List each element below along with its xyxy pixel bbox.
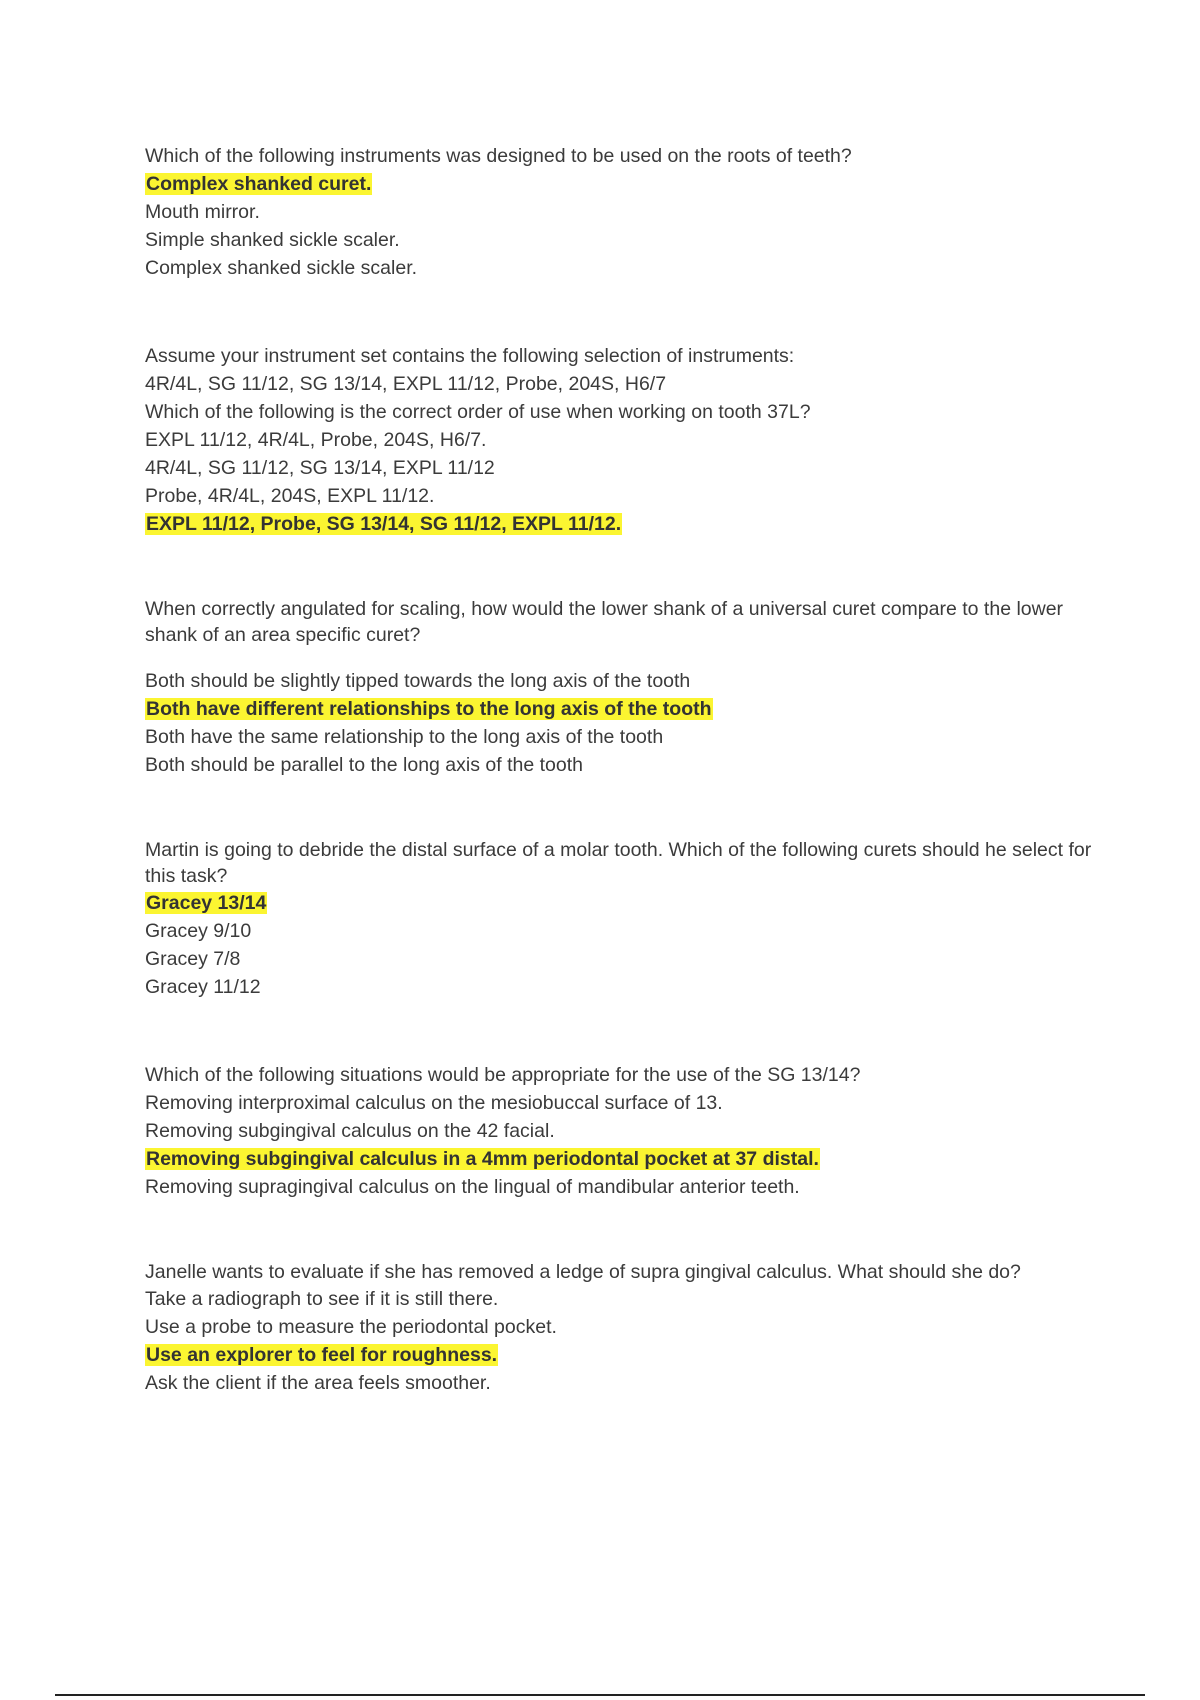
question-3-answer-3 (145, 723, 1095, 751)
question-5-answer-2 (145, 1117, 1095, 1145)
page-bottom-rule (55, 1694, 1145, 1696)
answer-text: Both should be parallel to the long axis of the tooth (145, 754, 583, 776)
answer-text: Gracey 7/8 (145, 948, 241, 970)
question-3-answer-2 (145, 695, 1095, 723)
answer-text: Ask the client if the area feels smoother. (145, 1372, 491, 1394)
question-6-answer-1 (145, 1285, 1095, 1313)
question-4-stem: Martin is going to debride the distal surface of a molar tooth. Which of the following curets should he select for this task? (145, 839, 1092, 887)
answer-text: Probe, 4R/4L, 204S, EXPL 11/12. (145, 485, 435, 507)
question-4-answer-1 (145, 889, 1095, 917)
answer-text: Both should be slightly tipped towards the long axis of the tooth (145, 670, 691, 692)
question-6-answer-4 (145, 1369, 1095, 1397)
question-4-answer-2 (145, 917, 1095, 945)
question-4-answer-4 (145, 973, 1095, 1001)
answer-text: Removing interproximal calculus on the mesiobuccal surface of 13. (145, 1092, 723, 1114)
question-1 (145, 142, 1095, 282)
correct-answer-highlight: Complex shanked curet. (146, 173, 372, 195)
correct-answer-highlight: Both have different relationships to the long axis of the tooth (146, 698, 712, 720)
question-2-stem-line-2: 4R/4L, SG 11/12, SG 13/14, EXPL 11/12, Probe, 204S, H6/7 (145, 373, 667, 395)
correct-answer-highlight: EXPL 11/12, Probe, SG 13/14, SG 11/12, EXPL 11/12. (146, 513, 622, 535)
correct-answer-highlight: Use an explorer to feel for roughness. (146, 1344, 498, 1366)
answer-text: Gracey 9/10 (145, 920, 252, 942)
question-1-stem: Which of the following instruments was designed to be used on the roots of teeth? (145, 145, 852, 167)
question-5 (145, 1061, 1095, 1201)
answer-text: Both have the same relationship to the long axis of the tooth (145, 726, 664, 748)
correct-answer-highlight: Removing subgingival calculus in a 4mm periodontal pocket at 37 distal. (146, 1148, 819, 1170)
answer-text: Mouth mirror. (145, 201, 260, 223)
answer-text: EXPL 11/12, 4R/4L, Probe, 204S, H6/7. (145, 429, 487, 451)
answer-text: Complex shanked sickle scaler. (145, 257, 418, 279)
question-2-answer-3 (145, 482, 1095, 510)
question-1-answer-4 (145, 254, 1095, 282)
question-2-answer-1 (145, 426, 1095, 454)
answer-text: Removing subgingival calculus on the 42 facial. (145, 1120, 555, 1142)
answer-text: 4R/4L, SG 11/12, SG 13/14, EXPL 11/12 (145, 457, 495, 479)
question-5-answer-4 (145, 1173, 1095, 1201)
answer-text: Use a probe to measure the periodontal pocket. (145, 1316, 557, 1338)
correct-answer-highlight: Gracey 13/14 (146, 892, 267, 914)
question-5-answer-3 (145, 1145, 1095, 1173)
question-6-answer-3 (145, 1341, 1095, 1369)
answer-text: Gracey 11/12 (145, 976, 261, 998)
answer-text: Removing supragingival calculus on the lingual of mandibular anterior teeth. (145, 1176, 800, 1198)
answer-text: Simple shanked sickle scaler. (145, 229, 400, 251)
question-6-answer-2 (145, 1313, 1095, 1341)
question-3-stem: When correctly angulated for scaling, how would the lower shank of a universal curet compare to the lower shank of an area specific curet? (145, 598, 1064, 646)
question-1-answer-2 (145, 198, 1095, 226)
question-3-answer-4 (145, 751, 1095, 779)
question-3 (145, 596, 1095, 779)
question-6 (145, 1259, 1095, 1397)
question-5-stem: Which of the following situations would be appropriate for the use of the SG 13/14? (145, 1064, 861, 1086)
question-2-stem-line-3: Which of the following is the correct order of use when working on tooth 37L? (145, 401, 811, 423)
question-2 (145, 342, 1095, 538)
question-1-answer-3 (145, 226, 1095, 254)
question-2-stem-line-1: Assume your instrument set contains the following selection of instruments: (145, 345, 795, 367)
question-1-answer-1 (145, 170, 1095, 198)
question-3-answer-1 (145, 667, 1095, 695)
quiz-content (145, 142, 1095, 1397)
question-2-answer-2 (145, 454, 1095, 482)
question-5-answer-1 (145, 1089, 1095, 1117)
answer-text: Take a radiograph to see if it is still there. (145, 1288, 499, 1310)
question-2-answer-4 (145, 510, 1095, 538)
question-4 (145, 837, 1095, 1001)
question-6-stem: Janelle wants to evaluate if she has removed a ledge of supra gingival calculus. What should she do? (145, 1261, 1021, 1283)
question-4-answer-3 (145, 945, 1095, 973)
